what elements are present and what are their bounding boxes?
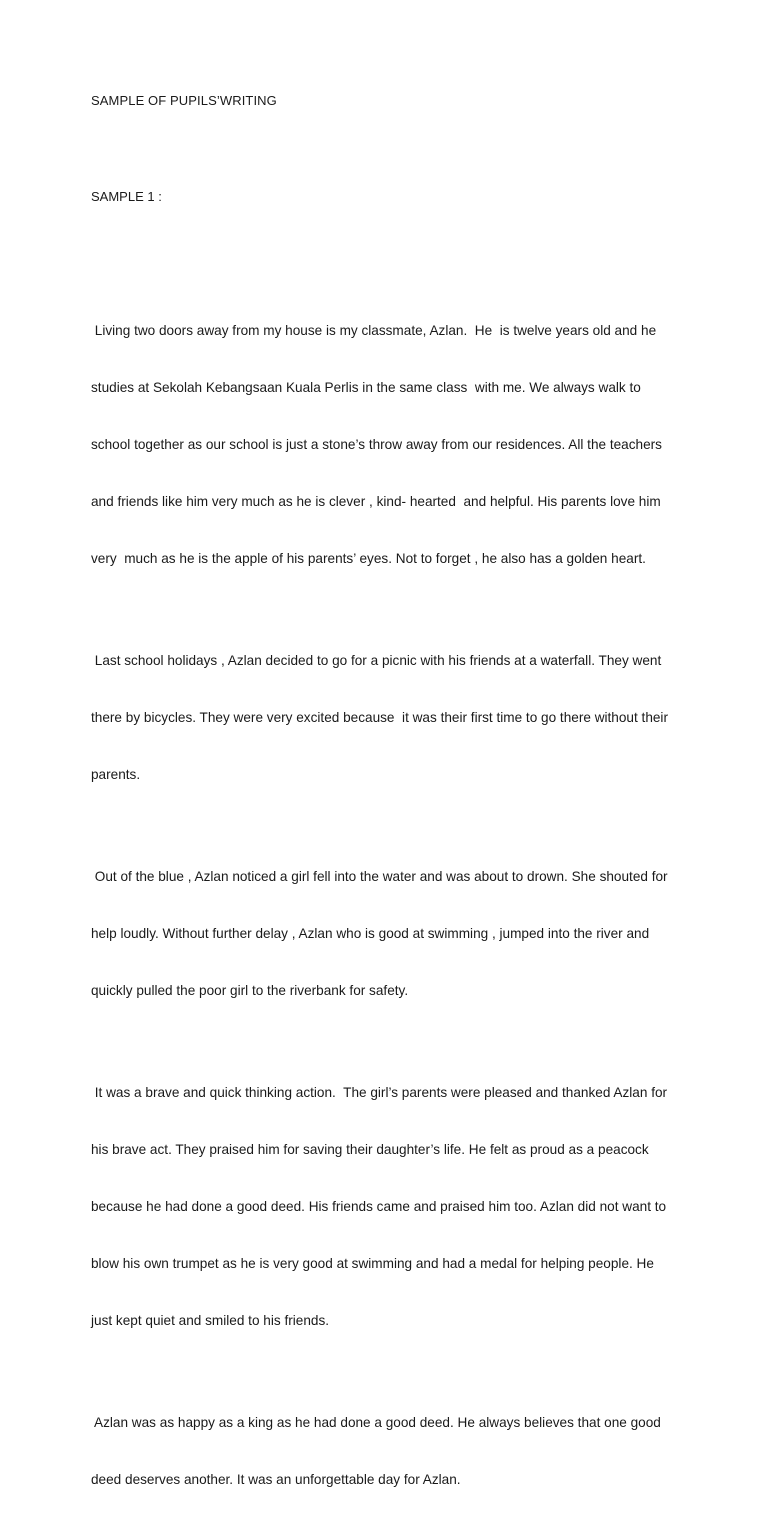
essay-paragraph-3: [91, 829, 681, 1038]
text-line: quickly pulled the poor girl to the riverbank for safety.: [91, 983, 409, 998]
text-line: school together as our school is just a stone’s throw away from our residences. All the teachers: [91, 437, 662, 452]
essay-paragraph-1: [91, 283, 681, 606]
text-line: parents.: [91, 767, 141, 782]
text-line: It was a brave and quick thinking action. The girl’s parents were pleased and thanked Azlan for: [91, 1085, 668, 1100]
text-line: help loudly. Without further delay , Azlan who is good at swimming , jumped into the river and: [91, 926, 650, 941]
text-line: Last school holidays , Azlan decided to go for a picnic with his friends at a waterfall. They went: [91, 653, 662, 668]
text-line: Living two doors away from my house is my classmate, Azlan. He is twelve years old and he: [91, 323, 657, 338]
text-line: and friends like him very much as he is clever , kind- hearted and helpful. His parents love him: [91, 494, 661, 509]
document-heading: SAMPLE OF PUPILS’WRITING: [91, 93, 277, 108]
sample-label: SAMPLE 1 :: [91, 189, 162, 204]
text-line: because he had done a good deed. His friends came and praised him too. Azlan did not want to: [91, 1199, 667, 1214]
text-line: just kept quiet and smiled to his friends.: [91, 1313, 330, 1328]
text-line: blow his own trumpet as he is very good at swimming and had a medal for helping people. He: [91, 1256, 654, 1271]
text-line: studies at Sekolah Kebangsaan Kuala Perlis in the same class with me. We always walk to: [91, 380, 641, 395]
essay-body: [91, 283, 681, 1534]
text-line: Azlan was as happy as a king as he had done a good deed. He always believes that one good: [91, 1415, 661, 1430]
essay-paragraph-2: [91, 613, 681, 822]
essay-paragraph-4: [91, 1045, 681, 1368]
text-line: very much as he is the apple of his parents’ eyes. Not to forget , he also has a golden heart.: [91, 551, 646, 566]
text-line: Out of the blue , Azlan noticed a girl fell into the water and was about to drown. She shouted for: [91, 869, 668, 884]
essay-paragraph-5: [91, 1375, 681, 1527]
text-line: his brave act. They praised him for saving their daughter’s life. He felt as proud as a peacock: [91, 1142, 649, 1157]
text-line: there by bicycles. They were very excited because it was their first time to go there without their: [91, 710, 668, 725]
text-line: deed deserves another. It was an unforgettable day for Azlan.: [91, 1472, 461, 1487]
